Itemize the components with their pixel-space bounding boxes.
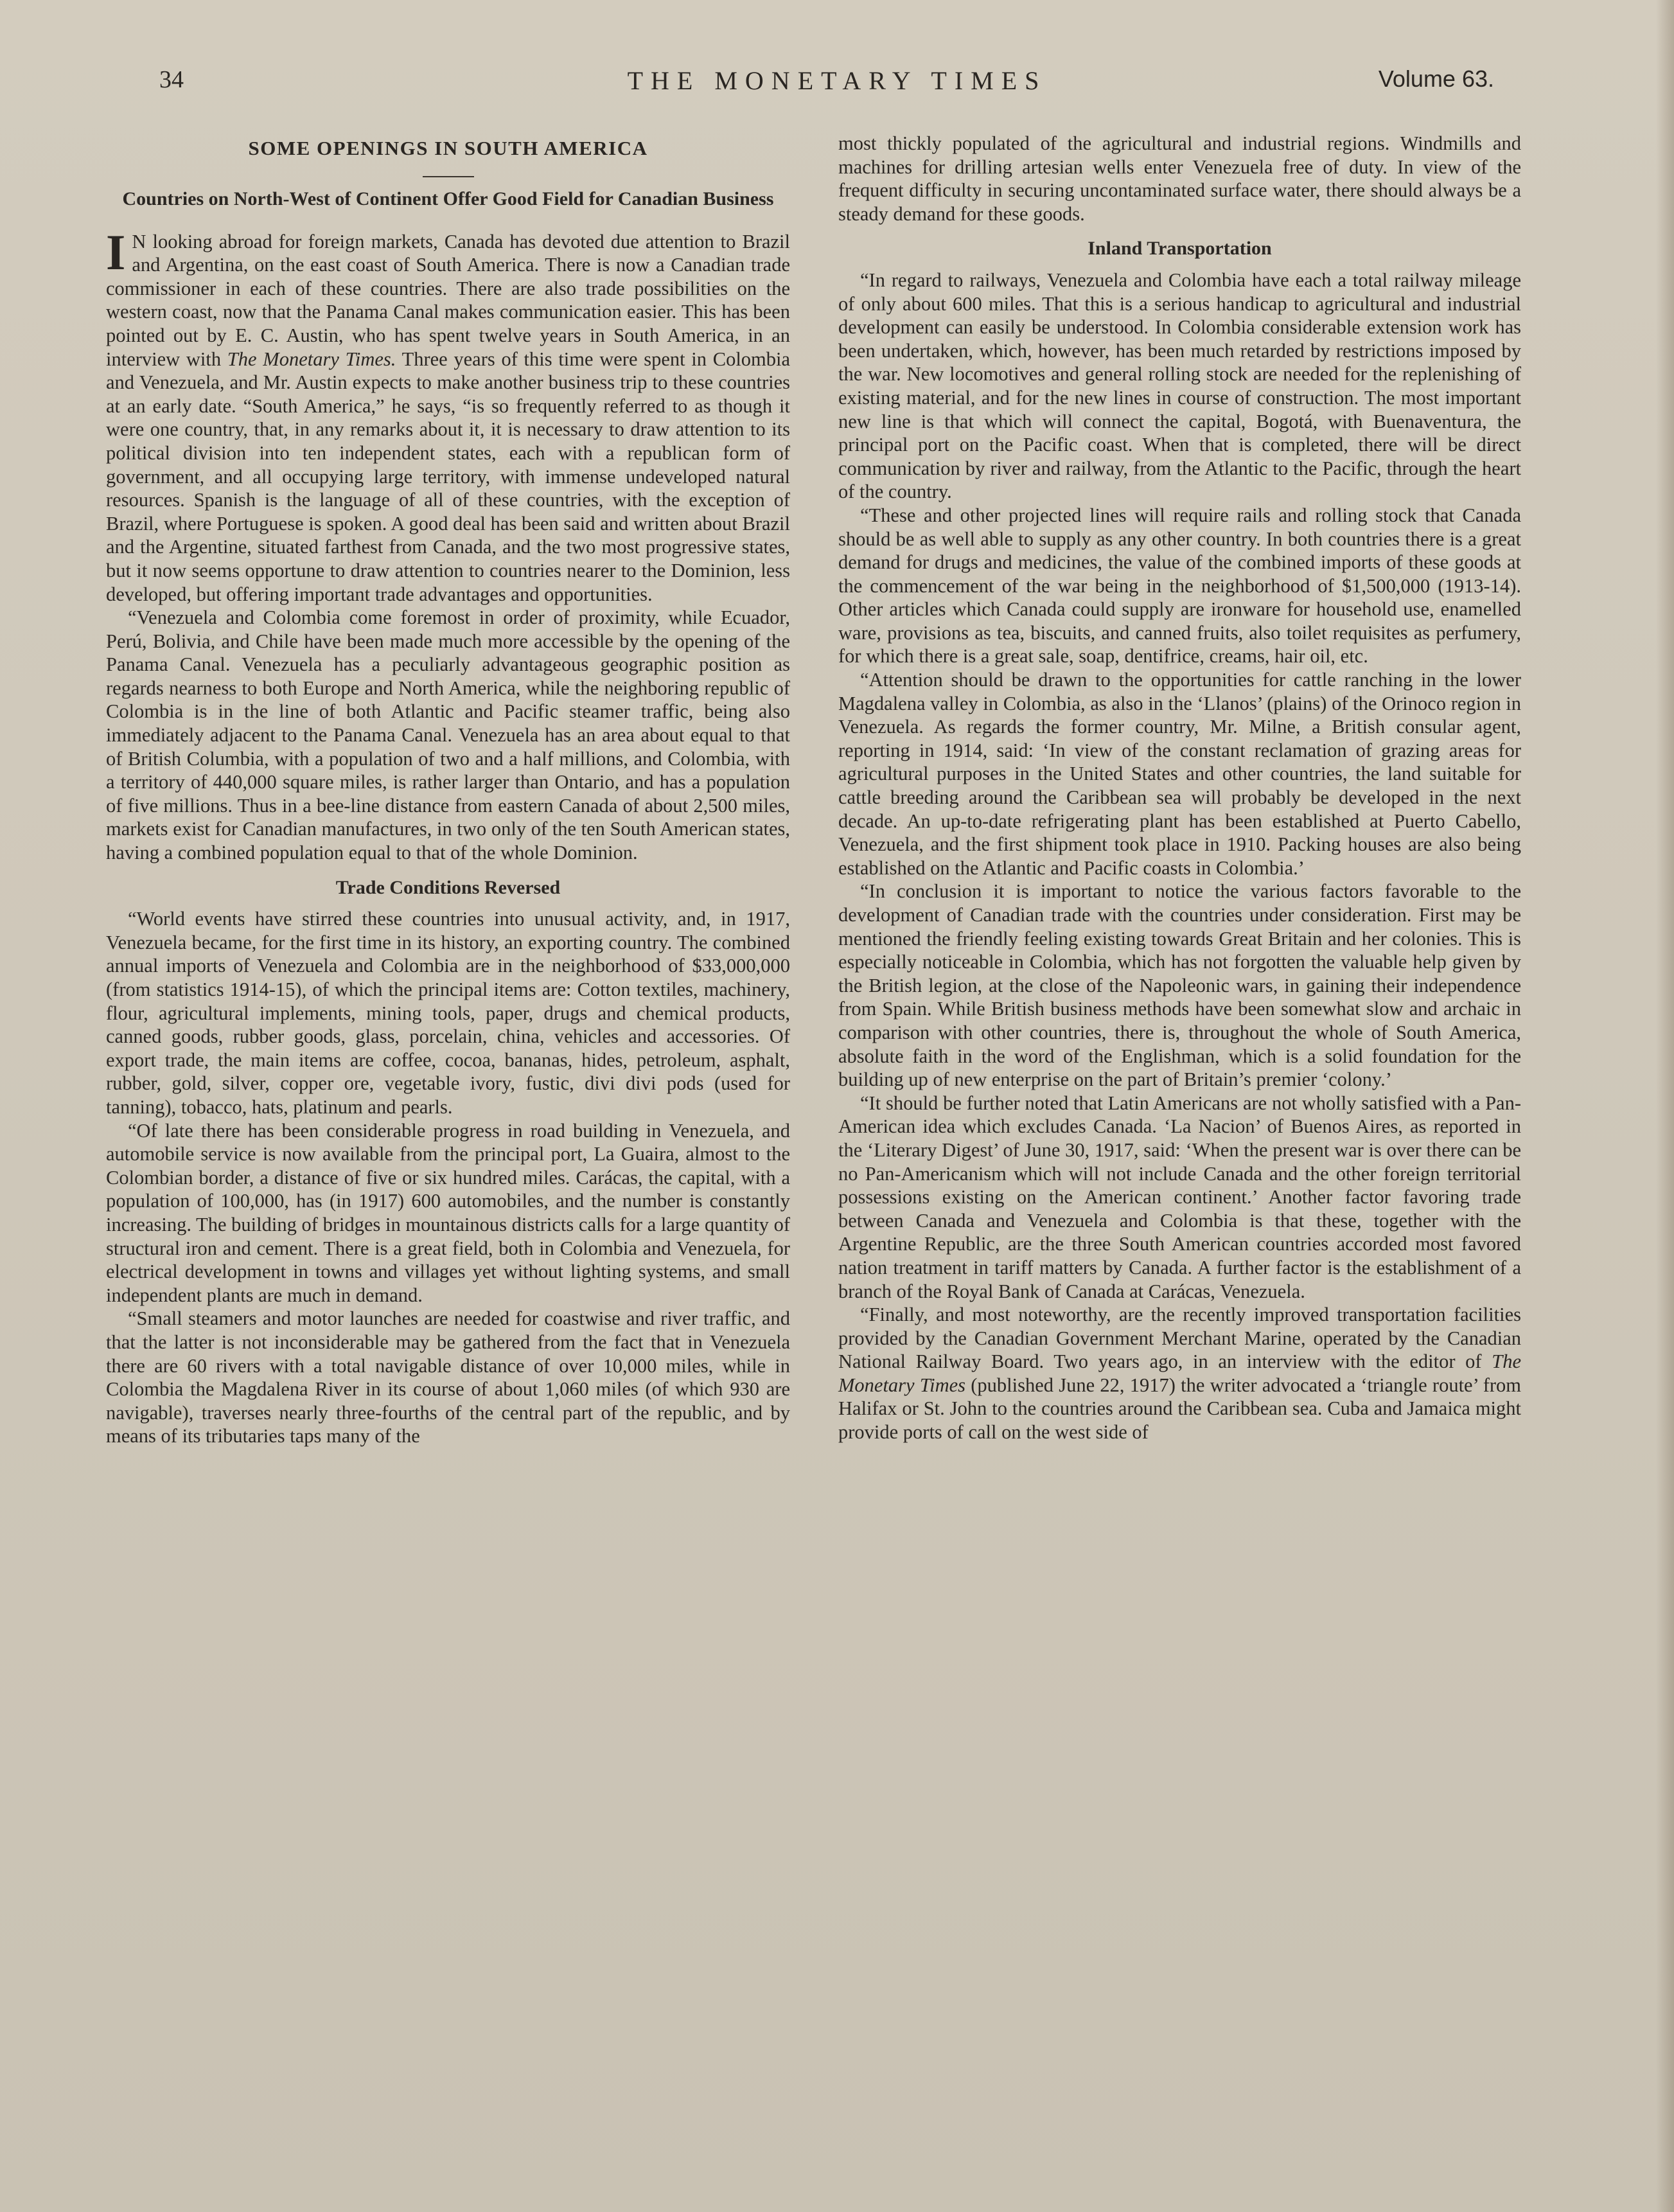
paragraph-3: “World events have stirred these countries into unusual activity, and, in 1917, Venezuela became, for the first time in its history, an exporting country. The combined annual imports of Venezuela and Colombia are in the neighborhood of $33,000,000 (from statistics 1914-15), of which the principal items are: Cotton textiles, machinery, flour, agricultural implements, mining tools, paper, drugs and chemical products, canned goods, rubber goods, glass, porcelain, china, vehicles and accessories. Of export trade, the main items are coffee, cocoa, bananas, hides, petroleum, asphalt, rubber, gold, silver, copper ore, vegetable ivory, fustic, divi divi pods (used for tanning), tobacco, hats, platinum and pearls. xyxy=(106,908,790,1118)
paragraph-5: “Small steamers and motor launches are needed for coastwise and river traffic, and that the latter is not inconsiderable may be gathered from the fact that in Venezuela there are 60 rivers with a total navigable distance of over 10,000 miles, while in Colombia the Magdalena River in its course of about 1,060 miles (of which 930 are navigable), traverses nearly three-fourths of the central part of the republic, and by means of its tributaries taps many of the xyxy=(106,1307,790,1447)
paragraph-11: “It should be further noted that Latin Americans are not wholly satisfied with a Pan-American idea which excludes Canada. ‘La Nacion’ of Buenos Aires, as reported in the ‘Literary Digest’ of June 30, 1917, said: ‘When the present war is over there can be no Pan-Americanism which will not include Canada and the other foreign territorial possessions existing on the American continent.’ Another factor favoring trade between Canada and Venezuela and Colombia is that these, together with the Argentine Republic, are the three South American countries accorded most favored nation treatment in tariff matters by Canada. A further factor is the establishment of a branch of the Royal Bank of Canada at Carácas, Venezuela. xyxy=(838,1092,1521,1302)
paragraph-2: “Venezuela and Colombia come foremost in order of proximity, while Ecuador, Perú, Bolivia, and Chile have been made much more accessible by the opening of the Panama Canal. Venezuela has a peculiarly advantageous geographic position as regards nearness to both Europe and North America, while the neighboring republic of Colombia is in the line of both Atlantic and Pacific steamer traffic, being also immediately adjacent to the Panama Canal. Venezuela has an area about equal to that of British Columbia, with a population of two and a half millions, and Colombia, with a territory of 440,000 square miles, is rather larger than Ontario, and has a population of five millions. Thus in a bee-line distance from eastern Canada of about 2,500 miles, markets exist for Canadian manufactures, in two only of the ten South American states, having a combined population equal to that of the whole Dominion. xyxy=(106,606,790,864)
running-header xyxy=(0,63,1674,102)
drop-cap: I xyxy=(106,224,126,280)
paragraph-8: “These and other projected lines will require rails and rolling stock that Canada should be as well able to supply as any other country. In both countries there is a great demand for drugs and medicines, the value of the combined imports of these goods at the commencement of the war being in the neighborhood of $1,500,000 (1913-14). Other articles which Canada could supply are ironware for household use, enamelled ware, provisions as tea, biscuits, and canned fruits, also toilet requisites as perfumery, for which there is a great sale, soap, dentifrice, creams, hair oil, etc. xyxy=(838,504,1521,668)
paragraph-4: “Of late there has been considerable progress in road building in Venezuela, and automobile service is now available from the principal port, La Guaira, almost to the Colombian border, a distance of five or six hundred miles. Carácas, the capital, with a population of 100,000, has (in 1917) 600 automobiles, and the number is constantly increasing. The building of bridges in mountainous districts calls for a large quantity of structural iron and cement. There is a great field, both in Colombia and Venezuela, for electrical development in towns and villages yet without lighting systems, and small independent plants are much in demand. xyxy=(106,1119,790,1306)
paragraph-9: “Attention should be drawn to the opportunities for cattle ranching in the lower Magdalena valley in Colombia, as also in the ‘Llanos’ (plains) of the Orinoco region in Venezuela. As regards the former country, Mr. Milne, a British consular agent, reporting in 1914, said: ‘In view of the constant reclamation of grazing areas for agricultural purposes in the United States and other countries, the land suitable for cattle breeding around the Caribbean sea will probably be developed in the next decade. An up-to-date refrigerating plant has been established at Puerto Cabello, Venezuela, and the first shipment took place in 1910. Packing houses are also being established on the Atlantic and Pacific coasts in Colombia.’ xyxy=(838,669,1521,879)
paragraph-12: “Finally, and most noteworthy, are the recently improved transportation facilities provided by the Canadian Government Merchant Marine, operated by the Canadian National Railway Board. Two years ago, in an interview with the editor of The Monetary Times (published June 22, 1917) the writer advocated a ‘triangle route’ from Halifax or St. John to the countries around the Caribbean sea. Cuba and Jamaica might provide ports of call on the west side of xyxy=(838,1304,1522,1444)
title-rule xyxy=(423,176,474,177)
page-edge-shadow xyxy=(1656,0,1674,2212)
paragraph-7: “In regard to railways, Venezuela and Colombia have each a total railway mileage of only about 600 miles. That this is a serious handicap to agricultural and industrial development can easily be understood. In Colombia considerable extension work has been undertaken, which, however, has been much retarded by restrictions imposed by the war. New locomotives and general rolling stock are needed for the replenishing of existing material, and for the new lines in course of construction. The most important new line is that which will connect the capital, Bogotá, with Buenaventura, the principal port on the Pacific coast. When that is completed, there will be direct communication by river and railway, from the Atlantic to the Pacific, through the heart of the country. xyxy=(838,269,1521,503)
publication-name: The Monetary Times xyxy=(838,1350,1521,1396)
left-column xyxy=(106,132,790,1448)
right-column xyxy=(838,132,1521,1444)
volume-label: Volume 63. xyxy=(1378,66,1494,92)
paragraph-1: I N looking abroad for foreign markets, Canada has devoted due attention to Brazil and Argentina, on the east coast of South America. There is now a Canadian trade commissioner in each of these countries. There are also trade possibilities on the western coast, now that the Panama Canal makes communication easier. This has been pointed out by E. C. Austin, who has spent twelve years in South America, in an interview with The Monetary Times. Three years of this time were spent in Colombia and Venezuela, and Mr. Austin expects to make another business trip to these countries at an early date. “South America,” he says, “is so frequently referred to as though it were one country, that, in any remarks about it, it is necessary to draw attention to its political division into ten independent states, each with a republican form of government, and all occupying large territory, with immense undeveloped natural resources. Spanish is the language of all of these countries, with the exception of Brazil, where Portuguese is spoken. A good deal has been said and written about Brazil and the Argentine, situated farthest from Canada, and the two most progressive states, but it now seems opportune to draw attention to countries nearer to the Dominion, less developed, but offering important trade advantages and opportunities. xyxy=(106,224,791,605)
paragraph-6: most thickly populated of the agricultural and industrial regions. Windmills and machines for drilling artesian wells enter Venezuela free of duty. In view of the frequent difficulty in securing uncontaminated surface water, there should always be a steady demand for these goods. xyxy=(838,132,1521,225)
paragraph-10: “In conclusion it is important to notice the various factors favorable to the development of Canadian trade with the countries under consideration. First may be mentioned the friendly feeling existing towards Great Britain and her colonies. This is especially noticeable in Colombia, which has not forgotten the valuable help given by the British legion, at the close of the Napoleonic wars, in gaining their independence from Spain. While British business methods have been somewhat slow and archaic in comparison with other countries, there is, throughout the whole of South America, absolute faith in the word of the Englishman, which is a solid foundation for the building up of new enterprise on the part of Britain’s premier ‘colony.’ xyxy=(838,880,1521,1091)
publication-name: The Monetary Times. xyxy=(227,348,396,370)
page-number: 34 xyxy=(159,66,184,93)
article-title: SOME OPENINGS IN SOUTH AMERICA xyxy=(248,137,648,159)
section-heading-transport: Inland Transportation xyxy=(1088,238,1272,260)
section-heading-trade: Trade Conditions Reversed xyxy=(335,876,561,898)
journal-title: THE MONETARY TIMES xyxy=(627,66,1047,95)
article-subtitle: Countries on North-West of Continent Offer Good Field for Canadian Business xyxy=(122,188,774,209)
